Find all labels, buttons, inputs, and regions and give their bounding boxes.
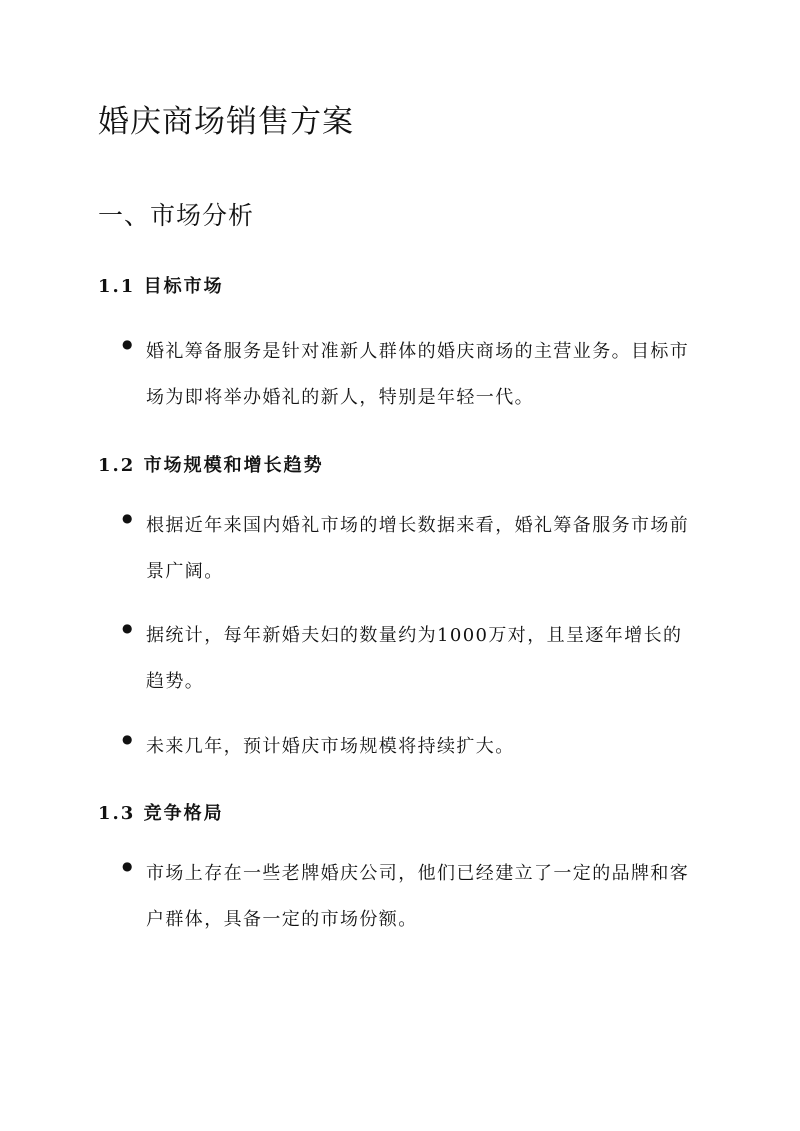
section-heading-market-analysis: 一、市场分析 [98,201,255,230]
document-title: 婚庆商场销售方案 [98,104,354,140]
subsection-heading-target-market: 1.1 目标市场 [98,276,224,297]
list-item-text: 未来几年，预计婚庆市场规模将持续扩大。 [146,736,515,757]
subsection-heading-market-size: 1.2 市场规模和增长趋势 [98,455,324,476]
list-item-text: 婚礼筹备服务是针对准新人群体的婚庆商场的主营业务。目标市场为即将举办婚礼的新人，特别是年轻一代。 [146,341,690,408]
bullet-icon: ● [122,859,133,873]
bullet-icon: ● [122,337,133,351]
list-item-text: 据统计，每年新婚夫妇的数量约为1000万对，且呈逐年增长的趋势。 [146,625,683,692]
bullet-icon: ● [122,511,133,525]
list-item-text: 市场上存在一些老牌婚庆公司，他们已经建立了一定的品牌和客户群体，具备一定的市场份额。 [146,863,690,930]
bullet-icon: ● [122,732,133,746]
subsection-heading-competition: 1.3 竞争格局 [98,803,224,824]
list-item-text: 根据近年来国内婚礼市场的增长数据来看，婚礼筹备服务市场前景广阔。 [146,515,690,582]
bullet-icon: ● [122,621,133,635]
